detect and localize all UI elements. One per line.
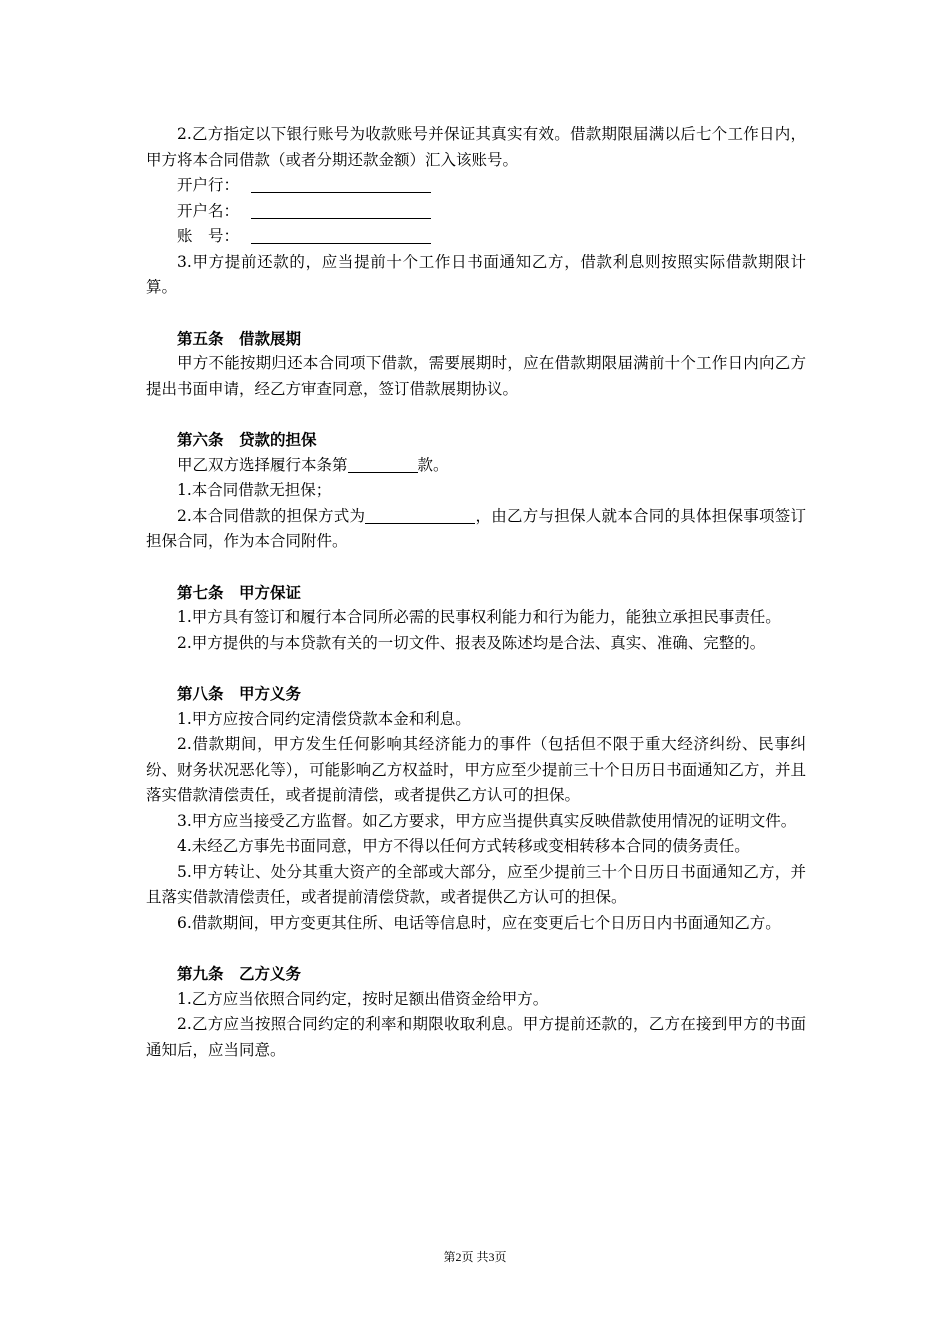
bank-field <box>177 173 806 199</box>
article7-item2: 2.甲方提供的与本贷款有关的一切文件、报表及陈述均是合法、真实、准确、完整的。 <box>177 633 766 652</box>
guarantee-method-blank <box>365 506 475 524</box>
article6-number: 第六条 <box>177 430 224 449</box>
article8-item5: 5.甲方转让、处分其重大资产的全部或大部分，应至少提前三十个日历日书面通知乙方，并且落实借款清偿责任，或者提前清偿贷款，或者提供乙方认可的担保。 <box>146 862 806 906</box>
article6-item2-before: 2.本合同借款的担保方式为 <box>177 506 366 525</box>
article8-item6: 6.借款期间，甲方变更其住所、电话等信息时，应在变更后七个日历日内书面通知乙方。 <box>177 913 781 932</box>
article8-title: 甲方义务 <box>239 684 302 703</box>
article7-title: 甲方保证 <box>239 582 302 602</box>
article6-title: 贷款的担保 <box>239 430 317 449</box>
article8-item4: 4.未经乙方事先书面同意，甲方不得以任何方式转移或变相转移本合同的债务责任。 <box>177 837 750 855</box>
clause-number-blank <box>348 455 418 473</box>
article6-item1: 1.本合同借款无担保； <box>177 481 332 499</box>
article9-heading <box>146 961 806 987</box>
article9-item2: 2.乙方应当按照合同约定的利率和期限收取利息。甲方提前还款的，乙方在接到甲方的书面通知后，应当同意。 <box>146 1015 806 1059</box>
article6-item2-after: ，由乙方与担保人就本合同的具体担保事项签订担保合同，作为本合同附件。 <box>146 506 806 550</box>
article8-item1: 1.甲方应按合同约定清偿贷款本金和利息。 <box>177 709 471 728</box>
article7-heading <box>146 580 806 606</box>
article8-number: 第八条 <box>177 684 224 703</box>
article6-heading <box>146 427 806 453</box>
account-number-label: 账 号： <box>177 227 240 245</box>
article9-title: 乙方义务 <box>239 964 302 983</box>
article7-number: 第七条 <box>177 582 224 602</box>
article4-item3: 3.甲方提前还款的，应当提前十个工作日书面通知乙方，借款利息则按照实际借款期限计算。 <box>146 252 806 296</box>
account-number-blank <box>251 226 431 244</box>
article7-item1: 1.甲方具有签订和履行本合同所必需的民事权利能力和行为能力，能独立承担民事责任。 <box>177 608 781 626</box>
account-name-field <box>177 199 806 225</box>
article6-item2 <box>146 504 806 555</box>
document-body <box>146 122 806 1063</box>
account-name-blank <box>251 201 431 219</box>
article5-title: 借款展期 <box>239 328 302 348</box>
article6-p1-before: 甲乙双方选择履行本条第 <box>177 455 348 474</box>
account-number-field <box>177 224 806 250</box>
article4-item2: 2.乙方指定以下银行账号为收款账号并保证其真实有效。借款期限届满以后七个工作日内，甲方将本合同借款（或者分期还款金额）汇入该账号。 <box>146 125 806 169</box>
article9-number: 第九条 <box>177 964 224 983</box>
article6-p1-after: 款。 <box>417 455 449 474</box>
article5-heading <box>146 326 806 352</box>
page-footer: 第2页 共3页 <box>443 1250 507 1264</box>
article8-item2: 2.借款期间，甲方发生任何影响其经济能力的事件（包括但不限于重大经济纠纷、民事纠纷、财务状况恶化等），可能影响乙方权益时，甲方应至少提前三十个日历日书面通知乙方，并且落实借款清偿责任，或者提前清偿，或者提供乙方认可的担保。 <box>146 735 806 804</box>
article8-item3: 3.甲方应当接受乙方监督。如乙方要求，甲方应当提供真实反映借款使用情况的证明文件。 <box>177 811 797 830</box>
bank-blank <box>251 175 431 193</box>
article6-p1 <box>146 453 806 479</box>
bank-label: 开户行： <box>177 176 240 194</box>
article8-heading <box>146 681 806 707</box>
account-name-label: 开户名： <box>177 201 240 220</box>
article5-number: 第五条 <box>177 328 224 348</box>
article5-p1: 甲方不能按期归还本合同项下借款，需要展期时，应在借款期限届满前十个工作日内向乙方提出书面申请，经乙方审查同意，签订借款展期协议。 <box>146 354 806 398</box>
article9-item1: 1.乙方应当依照合同约定，按时足额出借资金给甲方。 <box>177 989 549 1008</box>
